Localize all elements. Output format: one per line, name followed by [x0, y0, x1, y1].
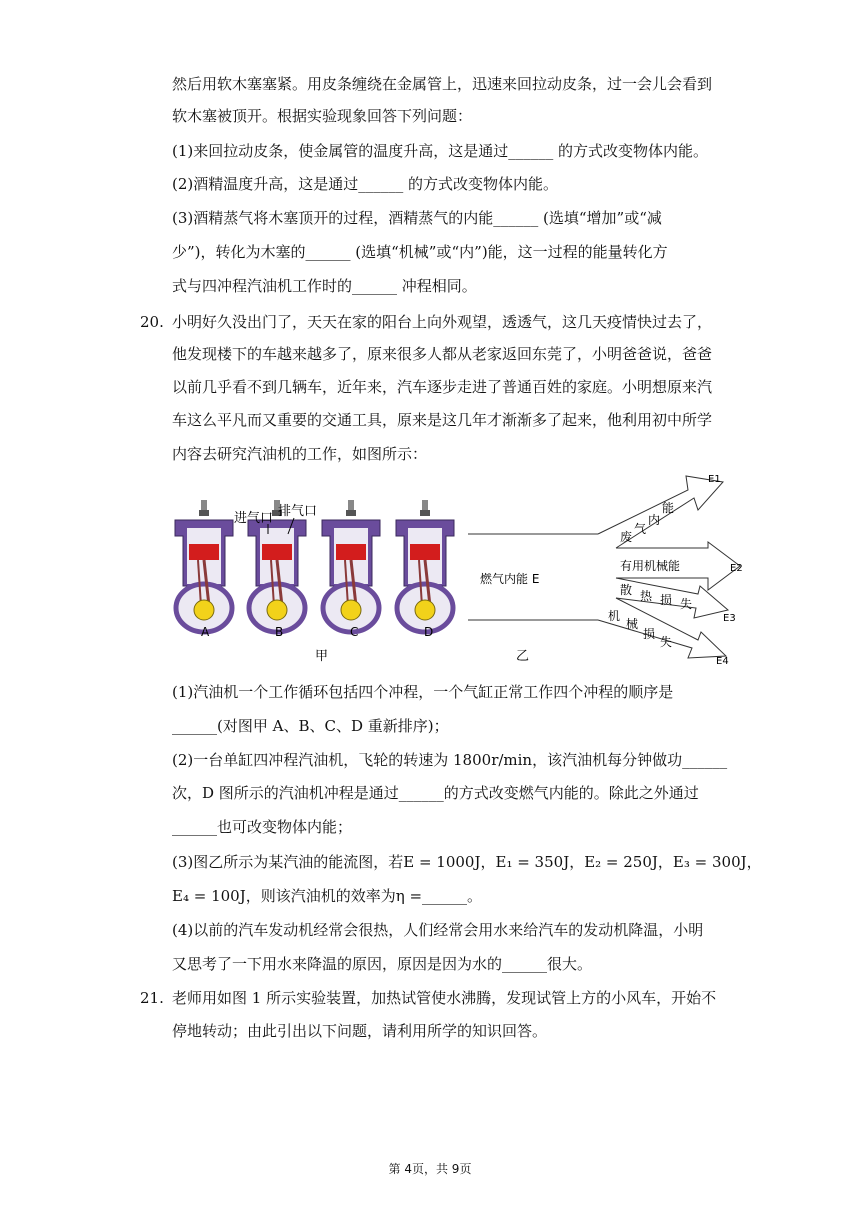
q20-sub4-cont: 又思考了一下用水来降温的原因，原因是因为水的______很大。 — [172, 955, 593, 973]
question-number: 20. — [140, 313, 164, 331]
heat-loss-char: 损 — [660, 593, 673, 607]
mech-loss-char: 机 — [608, 609, 621, 623]
q20-stem: 车这么平凡而又重要的交通工具，原来是这几年才渐渐多了起来，他利用初中所学 — [172, 411, 713, 429]
q20-stem: 他发现楼下的车越来越多了，原来很多人都从老家返回东莞了，小明爸爸说，爸爸 — [172, 345, 713, 363]
engine-label-d: D — [424, 625, 434, 639]
engine-label-c: C — [350, 625, 359, 639]
q20-sub3: (3)图乙所示为某汽油的能流图，若E = 1000J，E₁ = 350J，E₂ = 250J，E₃ = 300J， — [172, 853, 762, 871]
intake-label: 进气口 — [234, 511, 274, 526]
heat-loss-char: 热 — [640, 589, 653, 603]
q20-stem: 以前几乎看不到几辆车，近年来，汽车逐步走进了普通百姓的家庭。小明想原来汽 — [172, 378, 713, 396]
q19-sub3-cont: 式与四冲程汽油机工作时的______ 冲程相同。 — [172, 277, 477, 295]
q19-sub3: (3)酒精蒸气将木塞顶开的过程，酒精蒸气的内能______ (选填“增加”或“减 — [172, 209, 662, 227]
engine-energy-figure — [168, 468, 753, 668]
q20-sub1-cont: ______(对图甲 A、B、C、D 重新排序)； — [172, 717, 449, 735]
useful-energy-label: 有用机械能 — [620, 559, 681, 573]
mech-loss-char: 械 — [626, 617, 639, 631]
q20-sub3-cont: E₄ = 100J，则该汽油机的效率为η =______。 — [172, 887, 483, 905]
heat-loss-char: 失 — [680, 597, 693, 611]
e2-label: E2 — [730, 563, 743, 574]
waste-char: 废 — [620, 530, 633, 544]
q20-stem: 小明好久没出门了，天天在家的阳台上向外观望，透透气，这几天疫情快过去了， — [172, 313, 713, 331]
q19-sub1: (1)来回拉动皮条，使金属管的温度升高，这是通过______ 的方式改变物体内能。 — [172, 142, 709, 160]
q19-sub3-cont: 少”)，转化为木塞的______ (选填“机械”或“内”)能，这一过程的能量转化方 — [172, 243, 668, 261]
q19-text-line: 然后用软木塞塞紧。用皮条缠绕在金属管上，迅速来回拉动皮条，过一会儿会看到 — [172, 75, 713, 93]
caption-yi: 乙 — [516, 649, 530, 664]
q20-sub2-cont: 次，D 图所示的汽油机冲程是通过______的方式改变燃气内能的。除此之外通过 — [172, 784, 699, 802]
q20-sub1: (1)汽油机一个工作循环包括四个冲程，一个气缸正常工作四个冲程的顺序是 — [172, 683, 674, 701]
q20-sub2-cont: ______也可改变物体内能； — [172, 818, 353, 836]
waste-char: 气 — [634, 522, 647, 536]
q19-text-line: 软木塞被顶开。根据实验现象回答下列问题： — [172, 107, 473, 125]
engine-label-a: A — [201, 625, 210, 639]
q21-stem: 老师用如图 1 所示实验装置，加热试管使水沸腾，发现试管上方的小风车，开始不 — [172, 989, 717, 1007]
engine-label-b: B — [275, 625, 284, 639]
fuel-energy-label: 燃气内能 E — [480, 572, 540, 586]
waste-char: 内 — [648, 513, 661, 527]
e3-label: E3 — [723, 613, 736, 624]
q20-stem: 内容去研究汽油机的工作，如图所示： — [172, 445, 428, 463]
caption-jia: 甲 — [315, 649, 329, 664]
mech-loss-char: 失 — [660, 635, 673, 649]
q19-sub2: (2)酒精温度升高，这是通过______ 的方式改变物体内能。 — [172, 175, 559, 193]
page-footer: 第 4页，共 9页 — [388, 1162, 472, 1176]
e4-label: E4 — [716, 656, 729, 667]
waste-char: 能 — [662, 501, 675, 515]
heat-loss-char: 散 — [620, 583, 633, 597]
mech-loss-char: 损 — [643, 627, 656, 641]
e1-label: E1 — [708, 474, 721, 485]
q20-sub4: (4)以前的汽车发动机经常会很热，人们经常会用水来给汽车的发动机降温，小明 — [172, 921, 704, 939]
exhaust-label: 排气口 — [278, 504, 318, 519]
q21-stem: 停地转动；由此引出以下问题，请利用所学的知识回答。 — [172, 1022, 548, 1040]
q20-sub2: (2)一台单缸四冲程汽油机，飞轮的转速为 1800r/min，该汽油机每分钟做功______ — [172, 751, 728, 769]
question-number: 21. — [140, 989, 164, 1007]
